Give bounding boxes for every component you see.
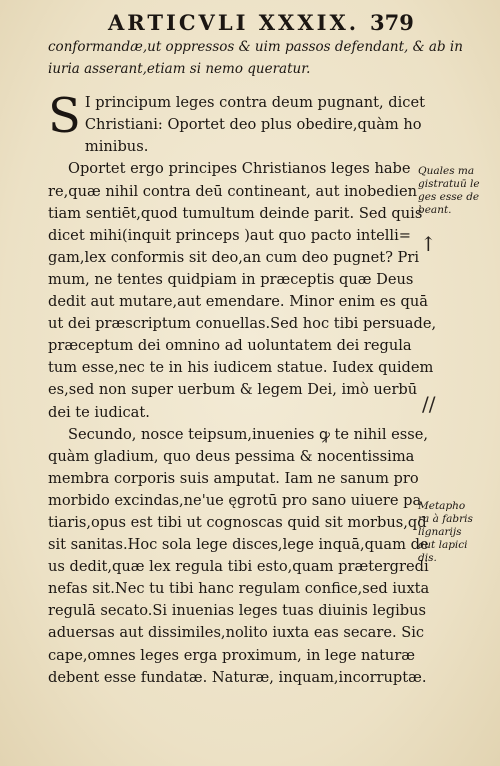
text-line: regulā secato.Si inuenias leges tuas diuinis legibus xyxy=(48,602,427,620)
text-line: tiaris,opus est tibi ut cognoscas quid sit morbus,qd xyxy=(48,513,427,531)
annotation-mark: // xyxy=(422,392,436,416)
text-line: nefas sit.Nec tu tibi hanc regulam confice,sed iuxta xyxy=(48,580,430,598)
text-line: ut dei præscriptum conuellas.Sed hoc tibi persuade, xyxy=(48,315,437,333)
note-line: Quales ma xyxy=(418,165,475,177)
text-line: dei te iudicat. xyxy=(48,403,150,421)
text-line: Secundo, nosce teipsum,inuenies ꝙ te nihil esse, xyxy=(68,425,429,443)
running-head: ARTICVLI XXXIX. xyxy=(108,10,360,35)
note-line: dis. xyxy=(418,552,437,564)
text-line: gam,lex conformis sit deo,an cum deo pugnet? Pri xyxy=(48,248,420,266)
paragraph-3 xyxy=(48,424,430,689)
margin-note-metaphor xyxy=(418,500,496,565)
text-line: Christiani: Oportet deo plus obedire,quàm ho xyxy=(84,116,422,134)
note-line: ges esse de xyxy=(418,191,480,203)
text-line: aduersas aut dissimiles,nolito iuxta eas secare. Sic xyxy=(48,624,425,642)
text-line: dicet mihi(inquit princeps )aut quo pacto intelli= xyxy=(48,226,411,244)
note-line: Metapho xyxy=(418,500,466,512)
margin-note-magistrates xyxy=(418,165,496,217)
text-line: dedit aut mutare,aut emendare. Minor enim es quā xyxy=(48,293,428,311)
drop-capital: S xyxy=(48,88,81,145)
text-line: mum, ne tentes quidpiam in præceptis quæ Deus xyxy=(48,270,414,288)
margin-notes xyxy=(418,0,496,766)
text-line: Oportet ergo principes Christianos leges habe xyxy=(68,160,411,178)
page-number: 379 xyxy=(370,10,414,35)
text-line: tum esse,nec te in his iudicem statue. Iudex quidem xyxy=(48,359,434,377)
annotation-mark: ↑ xyxy=(420,232,437,256)
text-line: minibus. xyxy=(84,138,149,156)
text-line: quàm gladium, quo deus pessima & nocentissima xyxy=(48,447,415,465)
text-line: sit sanitas.Hoc sola lege disces,lege inquā,quam de xyxy=(48,536,429,554)
text-line: us dedit,quæ lex regula tibi esto,quam prætergredi xyxy=(48,558,429,576)
text-line: morbido excindas,ne'ue ęgrotū pro sano uiuere pa xyxy=(48,491,422,509)
text-line: membra corporis suis amputat. Iam ne sanum pro xyxy=(48,469,419,487)
text-line: præceptum dei omnino ad uoluntatem dei regula xyxy=(48,337,412,355)
text-line: es,sed non super uerbum & legem Dei, imò uerbū xyxy=(48,381,418,399)
note-line: aut lapici xyxy=(418,539,468,551)
note-line: beant. xyxy=(418,204,452,216)
intro-line: iuria asserant,etiam si nemo queratur. xyxy=(48,61,311,78)
note-line: lignarijs xyxy=(418,526,462,538)
note-line: gistratuū le xyxy=(418,178,480,190)
text-line: re,quæ nihil contra deū contineant, aut inobedien xyxy=(48,182,417,200)
note-line: ra à fabris xyxy=(418,513,473,525)
intro-line: conformandæ,ut oppressos & uim passos defendant, & ab in xyxy=(48,39,463,55)
text-line: cape,omnes leges erga proximum, in lege naturæ xyxy=(48,646,416,664)
text-line: debent esse fundatæ. Naturæ, inquam,incorruptæ. xyxy=(48,668,427,686)
text-line: tiam sentiēt,quod tumultum deinde parit. Sed quis xyxy=(48,204,423,222)
paragraph-1 xyxy=(48,88,425,158)
text-line: I principum leges contra deum pugnant, dicet xyxy=(84,94,425,112)
